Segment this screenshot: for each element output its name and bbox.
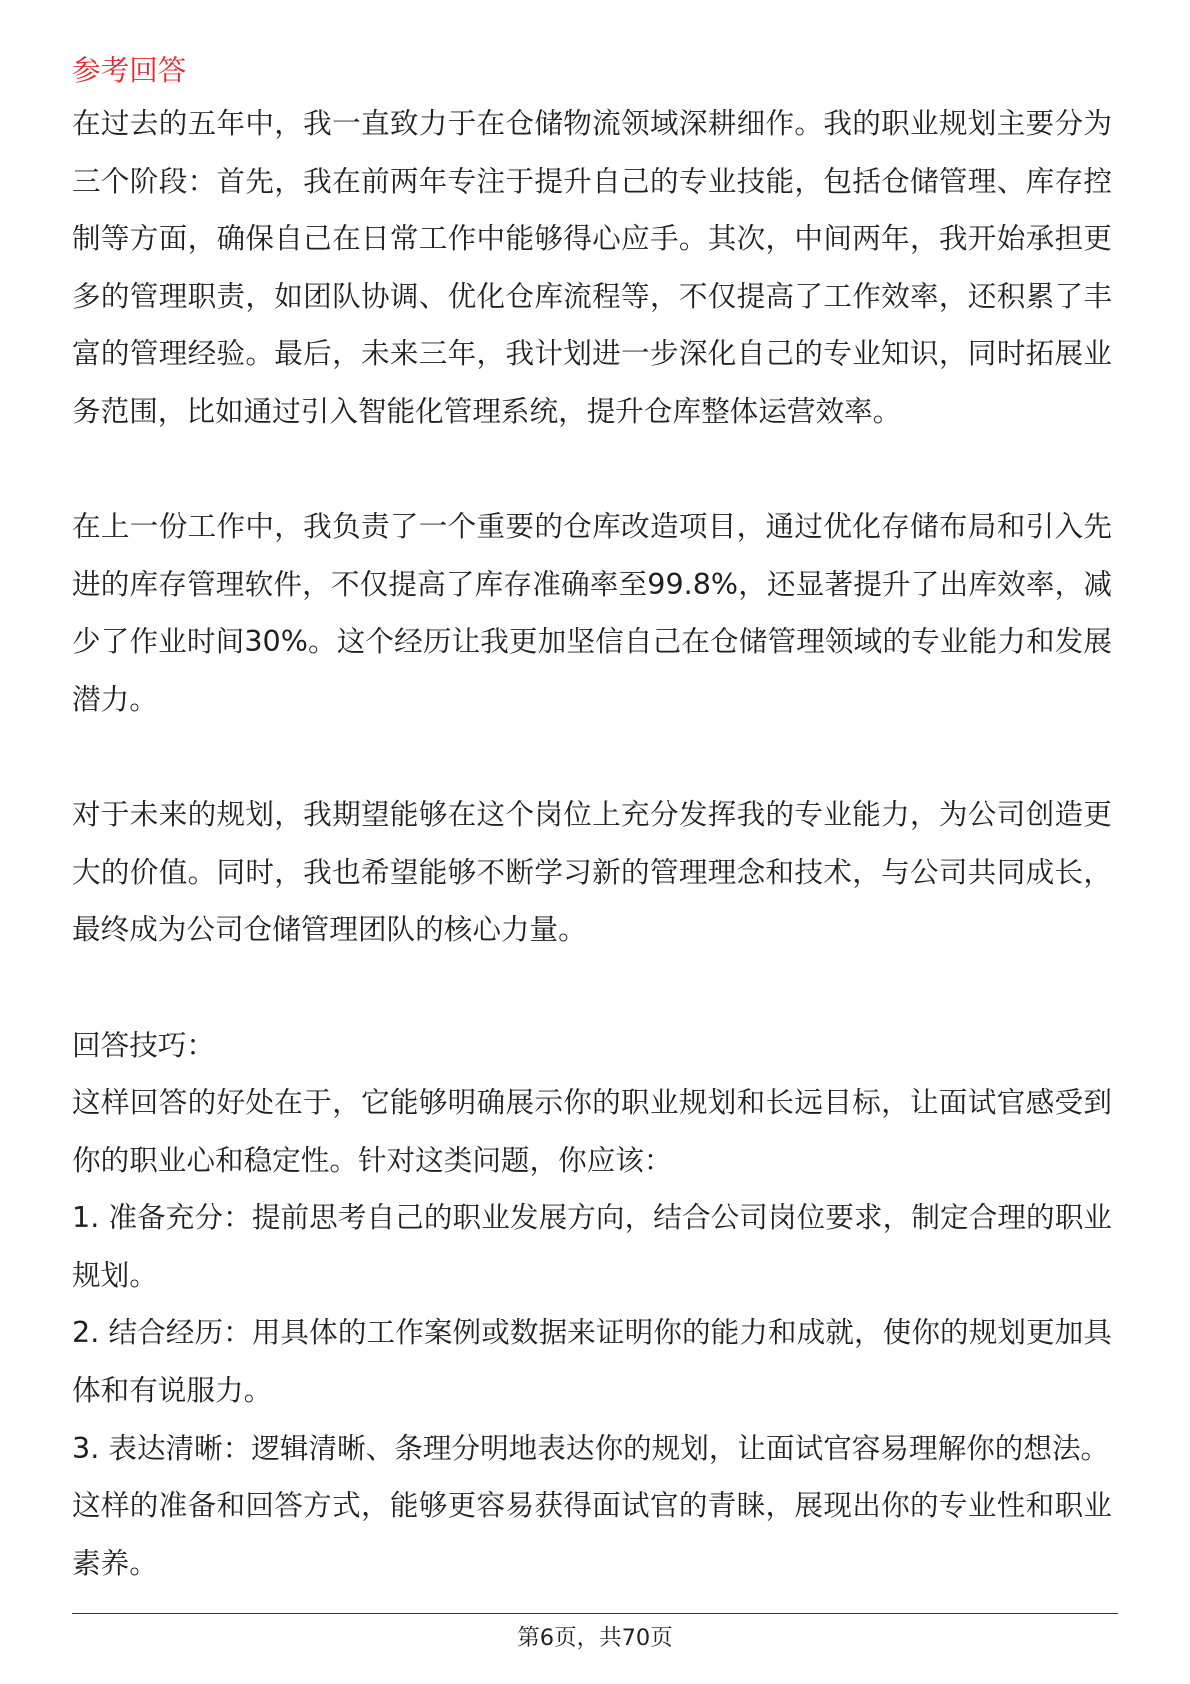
text-line: 制等方面，确保自己在日常工作中能够得心应手。其次，中间两年，我开始承担更 [72,221,1112,256]
tips-list-item [72,1420,1112,1478]
tips-title: 回答技巧： [72,1027,215,1062]
text-line: 最终成为公司仓储管理团队的核心力量。 [72,912,587,947]
text-line: 2. 结合经历：用具体的工作案例或数据来证明你的能力和成就，使你的规划更加具 [72,1315,1112,1350]
text-line: 你的职业心和稳定性。针对这类问题，你应该： [72,1142,673,1177]
page-number: 第6页，共70页 [517,1625,673,1651]
text-line: 1. 准备充分：提前思考自己的职业发展方向，结合公司岗位要求，制定合理的职业 [72,1200,1112,1235]
tips-closing-paragraph [72,1477,1112,1592]
answer-paragraph [72,786,1112,959]
tips-intro-paragraph [72,1074,1112,1189]
text-line: 进的库存管理软件，不仅提高了库存准确率至99.8%，还显著提升了出库效率，减 [72,566,1112,601]
text-line: 对于未来的规划，我期望能够在这个岗位上充分发挥我的专业能力，为公司创造更 [72,797,1112,832]
text-line: 在上一份工作中，我负责了一个重要的仓库改造项目，通过优化存储布局和引入先 [72,509,1112,544]
answer-paragraph [72,498,1112,728]
text-line: 务范围，比如通过引入智能化管理系统，提升仓库整体运营效率。 [72,393,902,428]
section-heading: 参考回答 [72,53,187,87]
text-line: 潜力。 [72,681,158,716]
text-line: 大的价值。同时，我也希望能够不断学习新的管理理念和技术，与公司共同成长， [72,854,1112,889]
answer-paragraph [72,95,1112,441]
text-line: 多的管理职责，如团队协调、优化仓库流程等，不仅提高了工作效率，还积累了丰 [72,278,1112,313]
tips-list-item [72,1189,1112,1304]
text-line: 少了作业时间30%。这个经历让我更加坚信自己在仓储管理领域的专业能力和发展 [72,624,1112,659]
text-line: 体和有说服力。 [72,1373,273,1408]
tips-section [72,1017,1112,1593]
text-line: 素养。 [72,1545,158,1580]
text-line: 富的管理经验。最后，未来三年，我计划进一步深化自己的专业知识，同时拓展业 [72,336,1112,371]
page-content [72,45,1112,1592]
text-line: 三个阶段：首先，我在前两年专注于提升自己的专业技能，包括仓储管理、库存控 [72,163,1112,198]
text-line: 规划。 [72,1257,158,1292]
text-line: 3. 表达清晰：逻辑清晰、条理分明地表达你的规划，让面试官容易理解你的想法。 [72,1430,1110,1465]
footer-divider [72,1613,1118,1614]
text-line: 这样回答的好处在于，它能够明确展示你的职业规划和长远目标，让面试官感受到 [72,1085,1112,1120]
text-line: 在过去的五年中，我一直致力于在仓储物流领域深耕细作。我的职业规划主要分为 [72,106,1112,140]
text-line: 这样的准备和回答方式，能够更容易获得面试官的青睐，展现出你的专业性和职业 [72,1488,1112,1523]
tips-list-item [72,1304,1112,1419]
